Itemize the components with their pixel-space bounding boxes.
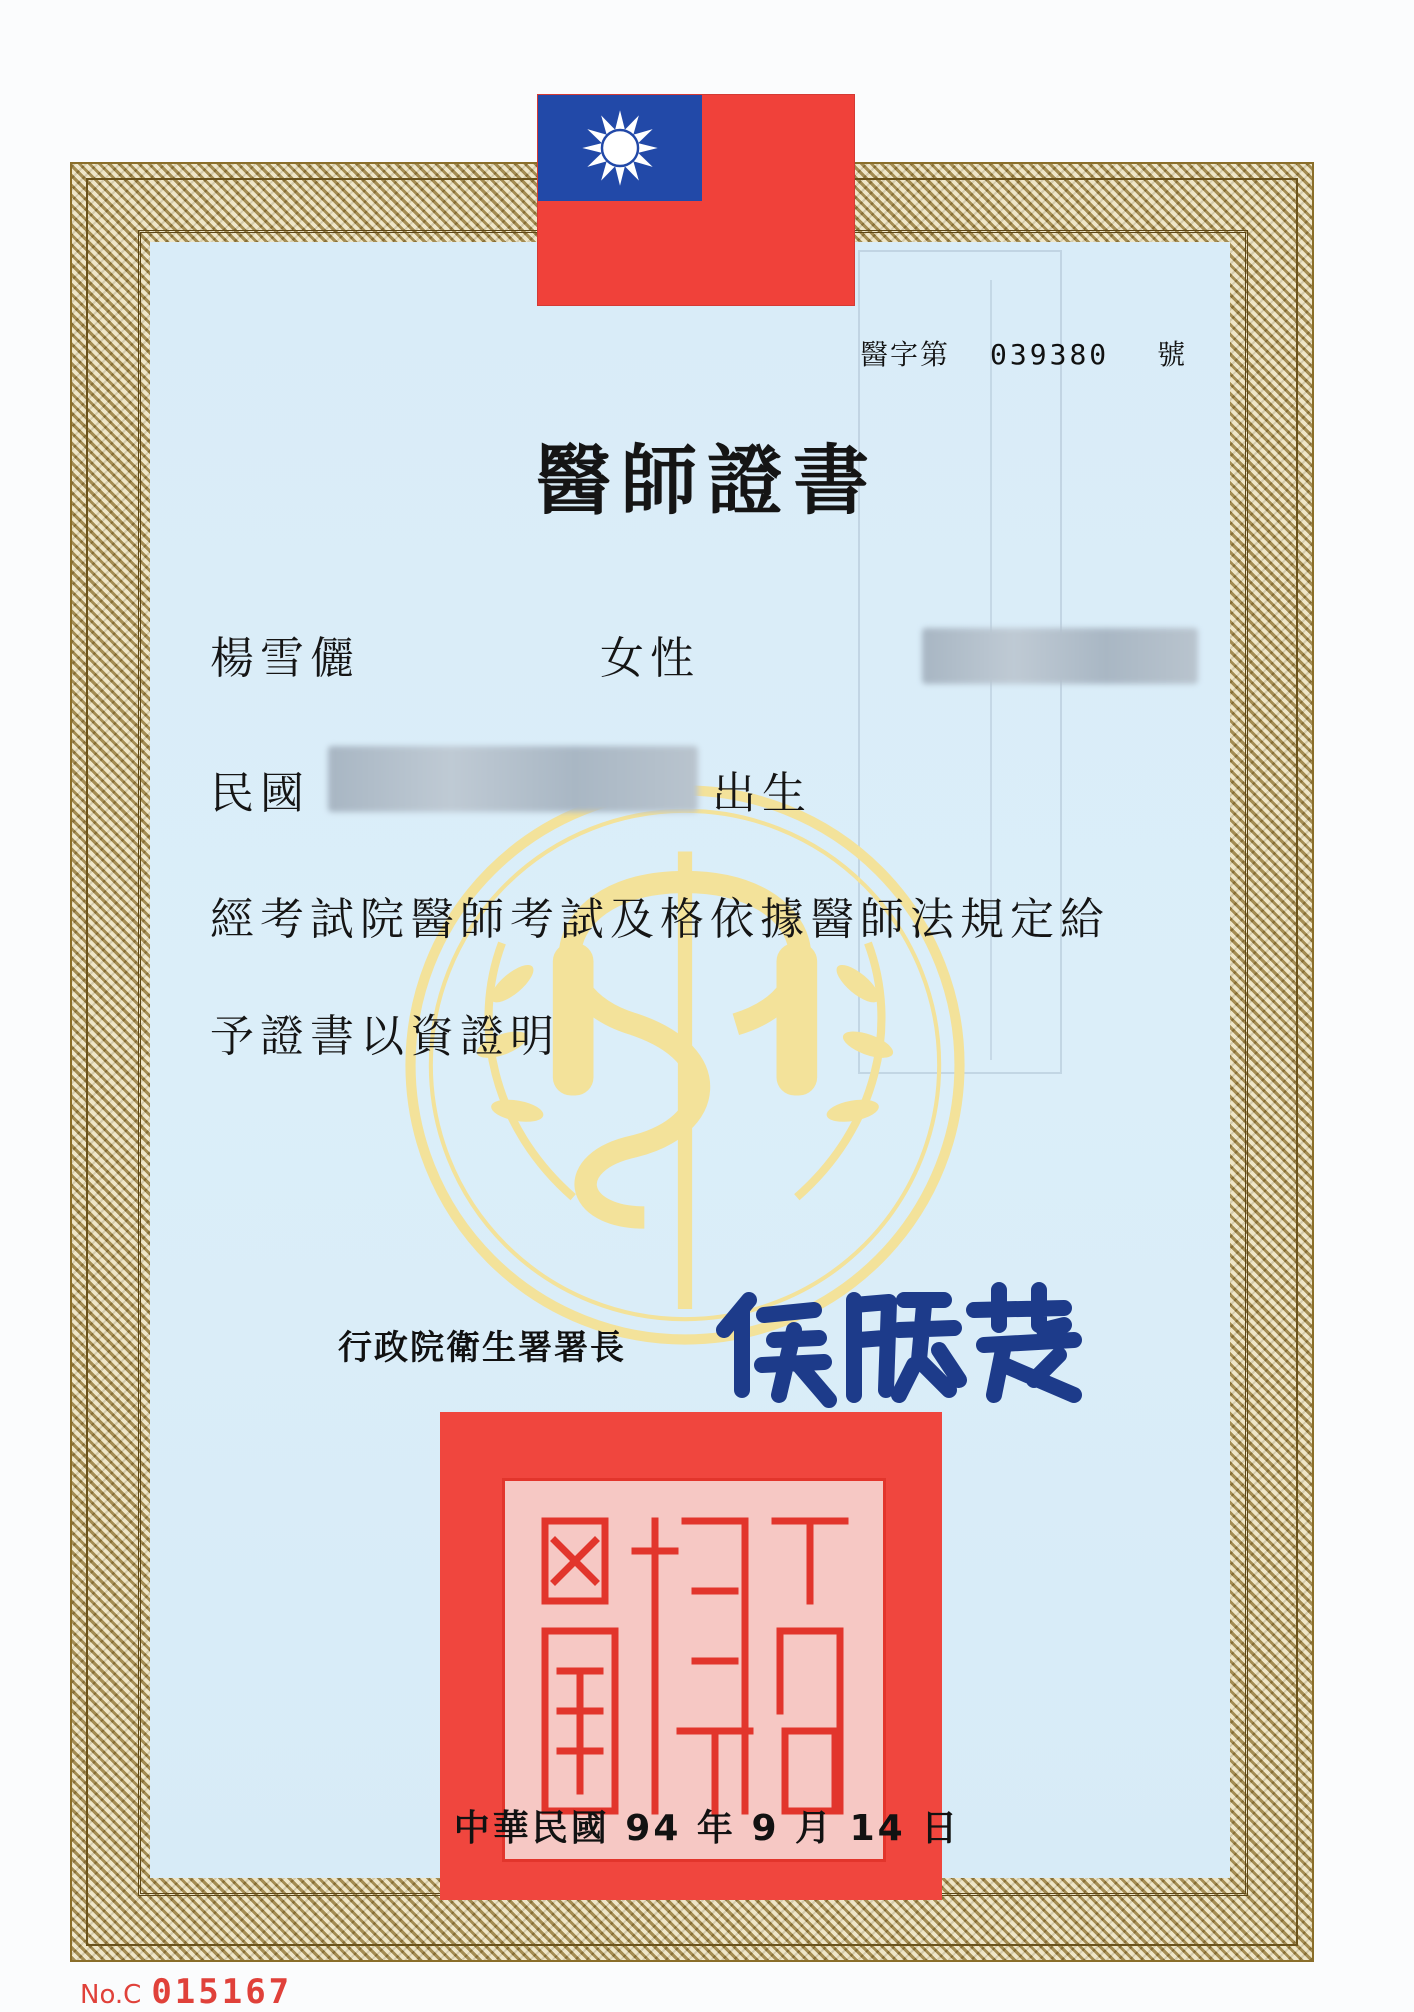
birth-suffix: 出生 bbox=[712, 768, 812, 819]
issue-date: 中華民國 94 年 9 月 14 日 bbox=[453, 1808, 961, 1849]
body-text-line-2: 予證書以資證明 bbox=[210, 1011, 560, 1062]
white-sun-icon bbox=[570, 107, 670, 189]
redacted-id bbox=[922, 628, 1198, 684]
signature bbox=[704, 1270, 1094, 1410]
number-prefix: 醫字第 bbox=[860, 338, 951, 371]
roc-flag-icon bbox=[538, 95, 854, 305]
redacted-birthdate bbox=[328, 746, 698, 812]
certificate-number bbox=[860, 333, 1187, 373]
holder-sex: 女性 bbox=[600, 633, 700, 684]
page-title: 醫師證書 bbox=[535, 436, 879, 525]
serial-number bbox=[80, 1972, 292, 2012]
holder-name: 楊雪儷 bbox=[210, 633, 360, 684]
serial-value: 015167 bbox=[151, 1972, 293, 2012]
body-text-line-1: 經考試院醫師考試及格依據醫師法規定給 bbox=[210, 894, 1110, 945]
number-suffix: 號 bbox=[1157, 338, 1188, 371]
number-value: 039380 bbox=[990, 338, 1110, 371]
signer-title: 行政院衛生署署長 bbox=[338, 1328, 626, 1368]
birth-prefix: 民國 bbox=[210, 768, 310, 819]
serial-prefix: No.C bbox=[80, 1980, 142, 2010]
